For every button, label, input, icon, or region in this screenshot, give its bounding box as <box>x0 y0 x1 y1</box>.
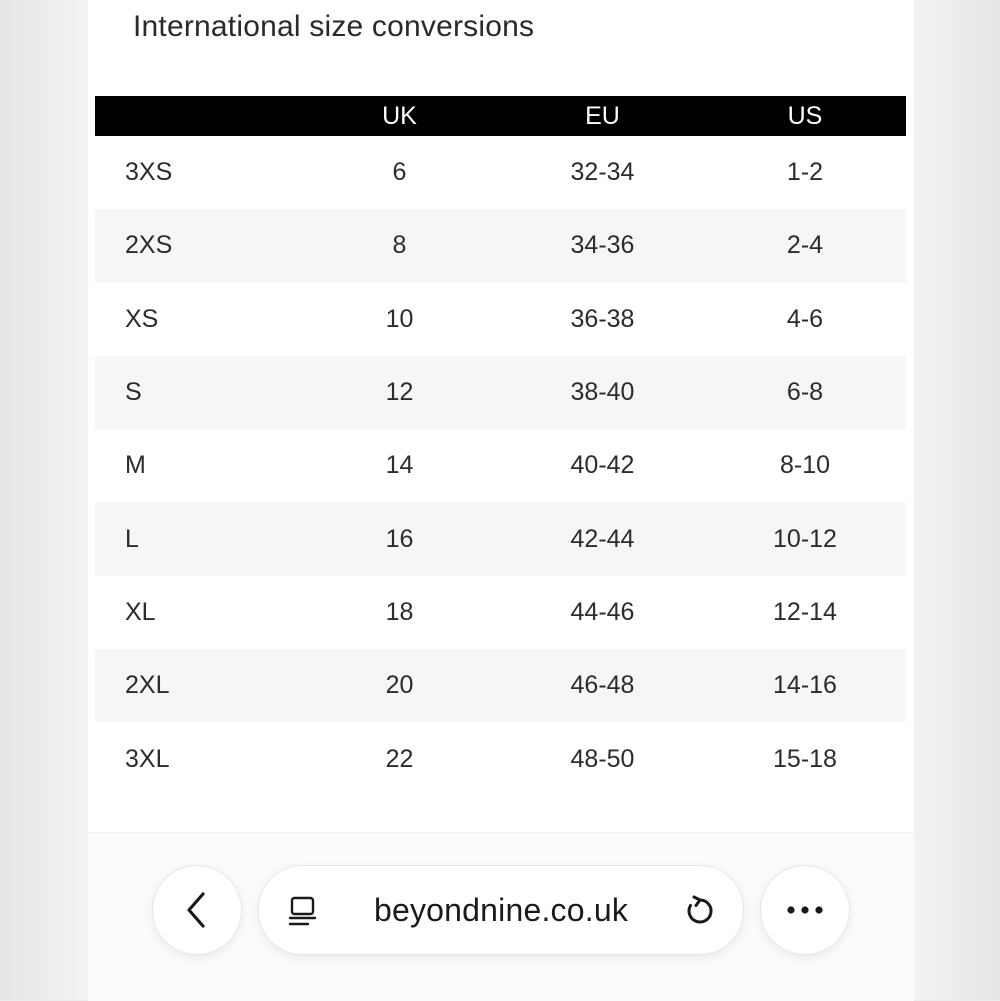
eu-cell: 36-38 <box>570 304 635 333</box>
uk-cell: 18 <box>385 597 414 626</box>
size-cell: L <box>125 524 139 553</box>
table-row <box>95 356 906 429</box>
us-cell: 12-14 <box>773 597 837 626</box>
size-cell: 3XS <box>125 158 173 187</box>
address-bar[interactable] <box>258 865 744 955</box>
eu-cell: 38-40 <box>570 378 635 407</box>
us-cell: 2-4 <box>786 231 824 260</box>
eu-cell: 44-46 <box>570 597 635 626</box>
header-us: US <box>787 101 823 130</box>
table-row <box>95 502 906 575</box>
eu-cell: 46-48 <box>570 671 635 700</box>
size-cell: 3XL <box>125 744 170 773</box>
table-row <box>95 649 906 722</box>
page-heading: International size conversions <box>133 10 535 43</box>
eu-cell: 42-44 <box>570 524 635 553</box>
us-cell: 14-16 <box>773 671 837 700</box>
table-header-row <box>95 96 906 136</box>
eu-cell: 34-36 <box>570 231 635 260</box>
reload-icon[interactable] <box>683 894 717 928</box>
size-conversion-table <box>95 96 906 796</box>
chevron-left-icon <box>180 890 214 930</box>
table-row <box>95 429 906 502</box>
us-cell: 10-12 <box>773 524 837 553</box>
table-row <box>95 576 906 649</box>
table-row <box>95 283 906 356</box>
eu-cell: 32-34 <box>570 158 635 187</box>
us-cell: 6-8 <box>786 378 824 407</box>
uk-cell: 22 <box>385 744 414 773</box>
uk-cell: 20 <box>385 671 414 700</box>
us-cell: 4-6 <box>786 304 824 333</box>
more-dots-icon <box>785 905 825 915</box>
header-eu: EU <box>585 101 620 130</box>
uk-cell: 10 <box>385 304 414 333</box>
us-cell: 8-10 <box>779 451 831 480</box>
uk-cell: 16 <box>385 524 414 553</box>
table-row <box>95 136 906 209</box>
size-cell: 2XL <box>125 671 170 700</box>
us-cell: 15-18 <box>773 744 837 773</box>
size-cell: XL <box>125 597 156 626</box>
us-cell: 1-2 <box>786 158 824 187</box>
header-uk: UK <box>382 101 417 130</box>
more-options-button[interactable] <box>760 865 850 955</box>
eu-cell: 48-50 <box>570 744 635 773</box>
uk-cell: 8 <box>392 231 407 260</box>
size-cell: 2XS <box>125 231 173 260</box>
eu-cell: 40-42 <box>570 451 635 480</box>
size-cell: S <box>125 378 142 407</box>
uk-cell: 12 <box>385 378 414 407</box>
back-button[interactable] <box>152 865 242 955</box>
url-text: beyondnine.co.uk <box>373 891 629 928</box>
tab-switcher-icon[interactable] <box>287 895 319 927</box>
browser-toolbar <box>0 862 1000 958</box>
uk-cell: 14 <box>385 451 414 480</box>
table-row <box>95 209 906 282</box>
size-cell: XS <box>125 304 159 333</box>
uk-cell: 6 <box>392 158 407 187</box>
header-size <box>95 96 298 136</box>
table-row <box>95 722 906 795</box>
size-cell: M <box>125 451 146 480</box>
